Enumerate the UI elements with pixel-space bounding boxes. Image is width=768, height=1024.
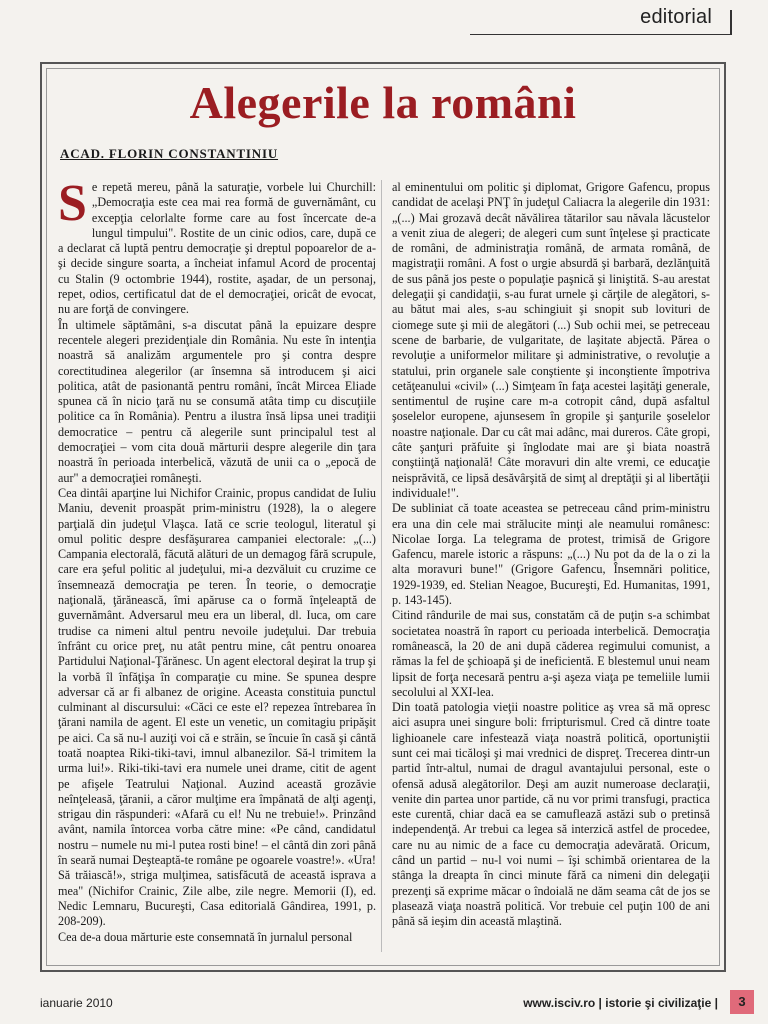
section-rule bbox=[470, 34, 732, 35]
footer-date: ianuarie 2010 bbox=[40, 996, 113, 1010]
paragraph: De subliniat că toate aceastea se petreceau când prim-ministru era una din cele mai strălucite minţi ale neamului românesc: Nicolae Iorga. La telegrama de protest, trimisă de Grigore Gafencu, marele istoric a răspuns: „(...) Nu pot da de la o zi la alta moravuri bune!" (Grigore Gafencu, Însemnări politice, 1929-1939, ed. Stelian Neagoe, Bucureşti, Ed. Humanitas, 1991, p. 143-145). bbox=[392, 501, 710, 608]
footer-site[interactable]: www.isciv.ro | istorie şi civilizaţie | bbox=[523, 996, 718, 1010]
right-column bbox=[392, 180, 710, 930]
paragraph: Cea de-a doua mărturie este consemnată în jurnalul personal bbox=[58, 929, 353, 944]
paragraph: Citind rândurile de mai sus, constatăm că de puţin s-a schimbat societatea noastră în raport cu perioada interbelică. Democraţia românească, la 20 de ani după căderea regimului comunist, a rămas la fel de şchioapă şi de ineficientă. E blestemul unui neam lipsit de forţa necesară pentru a-şi aşeza viaţa pe temeliile lumii secolului al XXI-lea. bbox=[392, 608, 710, 699]
paragraph: În ultimele săptămâni, s-a discutat până la epuizare despre recentele alegeri prezidenţiale din România. Nu este în intenţia noastră să analizăm argumentele pro şi contra despre corectitudinea alegerilor (ar însemna să introducem şi aici politica, atât de pasionantă pentru români, încât Mircea Eliade spunea că în nicio ţară nu se consumă atâta timp cu discuţiile politice ca în România). Pentru a ilustra însă lipsa unei tradiţii democratice – pentru că alegerile sunt principalul test al democraţiei – vom cita două mărturii despre alegerile din ţara noastră în perioada interbelică, văzută de unii ca o „epocă de aur" a democraţiei româneşti. bbox=[58, 317, 376, 485]
dropcap: S bbox=[58, 175, 87, 232]
section-label: editorial bbox=[640, 6, 712, 28]
paragraph: al eminentului om politic şi diplomat, Grigore Gafencu, propus candidat de acelaşi PNŢ în judeţul Caliacra la alegerile din 1931: „(...) Mai grozavă decât năvălirea tătarilor sau năvala lăcustelor a venit ziua de alegeri; de alegeri cum sunt înţelese şi practicate de români, de administraţia română, de armata română, de magistraţii români. A fost o urgie absurdă şi barbară, dezlănţuită de sus până jos peste o populaţie paşnică şi liniştită. S-au arestat delegaţii şi candidaţii, s-au furat urnele şi cărţile de alegători, s-au bătut mai ales, s-au schingiuit şi snopit sub lovituri de ciomege sute şi mii de alegători (...) Sub ochii mei, se petreceau scene de barbarie, de vulgaritate, de laşitate abjectă. Părea o revoluţie a uniformelor militare şi administrative, o revoluţie a statului, prin organele sale conştiente şi inconştiente împotriva cetăţeanului «civil» (...) Simţeam în faţa acestei laşităţi generale, sentimentul de ruşine care m-a cotropit când, după asfaltul şoselelor europene, ajunsesem în gropile şi şanţurile şoselelor noastre naţionale. Dar cu cât mai adânc, mai dureros. Câte gropi, câte şanţuri prăfuite şi înglodate mai are şi biata noastră conştiinţă naţională! Câte moravuri din alte vremi, ce educaţie neisprăvită, ce lipsă desăvârşită de simţ al dreptăţii şi al libertăţii individuale!". bbox=[392, 180, 710, 500]
paragraph: Cea dintâi aparţine lui Nichifor Crainic, propus candidat de Iuliu Maniu, devenit proaspăt prim-ministru (1928), la o alegere parţială din judeţul Vlaşca. Iată ce scrie teologul, literatul şi omul politic despre desfăşurarea campaniei electorale: „(...) Campania electorală, făcută alături de un demagog fără scrupule, care era şeful politic al judeţului, mi-a dezvăluit cu cruzime ce însemnează democraţia pe teren. În teorie, o democraţie naţională, ţărănească, îmi apăruse ca o formă înţeleaptă de guvernământ. Adversarul meu era un liberal, dl. Iuca, om care trudise ca nimeni altul pentru nevoile judeţului. Dar trebuia înfrânt cu orice preţ, nu atât pentru mine, cât pentru onoarea Partidului Naţional-Ţărănesc. Un agent electoral deşirat la trup şi la vorbă îl înfăţişa în comparaţie cu mine. Se spunea despre adversar că ar fi albanez de origine. Aceasta constituia punctul culminant al discursului: «Căci ce este el? repezea întrebarea în ţărani namila de agent. El este un venetic, un comitagiu pripăşit pe aici. Ca să nu-l auziţi voi că e străin, se încuie în casă şi cântă toată noaptea Riki-tiki-tavi, imnul albanezilor. Să-l trimitem la urma lui!». Riki-tiki-tavi era numele unei drame, citit de agent pe afişele Teatrului Naţional. Auzind această grozăvie neînţeleasă, ţăranii, a căror mulţime era împânată de alţi agenţi, strigau din răspunderi: «Afară cu el! Nu ne trebuie!». Prinzând avânt, namila întorcea vorba către mine: «Pe când, candidatul nostru – numele nu mi-l putea rosti bine! – el cântă din zori până în seară numai Deşteaptă-te române pe ogoarele voastre!». «Ura! Să trăiască!», striga mulţimea, satisfăcută de această isprava a mea" (Nichifor Crainic, Zile albe, zile negre. Memorii (I), ed. Nedic Lemnaru, Bucureşti, Casa editorială Gândirea, 1991, p. 208-209). bbox=[58, 485, 376, 929]
column-divider bbox=[381, 180, 382, 952]
page-number: 3 bbox=[730, 990, 754, 1014]
paragraph bbox=[58, 175, 376, 318]
section-bar bbox=[730, 10, 732, 34]
left-column bbox=[58, 175, 376, 945]
article-title: Alegerile la români bbox=[189, 77, 577, 128]
article-frame bbox=[40, 62, 726, 972]
paragraph: Din toată patologia vieţii noastre politice aş vrea să mă opresc aici asupra unei singure boli: frripturismul. Cred că dintre toate lighioanele care infestează viaţa noastră politică, oportuniştii sunt cei mai ticăloşi şi mai vrednici de dispreţ. Trecerea dintr-un partid într-altul, numai de dragul avantajului personal, este o ofensă adusă alegătorilor. Deşi am auzit numeroase declaraţii, venite din partea unor partide, că nu vor primi transfugi, practica este curentă, chiar dacă ea se camuflează astăzi sub o pretinsă independenţă. Ar trebui ca legea să interzică astfel de procedee, care nu au nimic de a face cu democraţia adevărată. Oricum, când un partid – nu-l voi numi – îşi schimbă orientarea de la stânga la dreapta în cinci minute fără ca nimeni din delegaţii prezenţi să exprime măcar o îndoială ne dăm seama cât de jos se plasează viaţa noastră politică. Vor trebuie cel puţin 100 de ani până să ieşim din această mlaştină. bbox=[392, 700, 710, 929]
article-author: ACAD. FLORIN CONSTANTINIU bbox=[60, 146, 279, 161]
paragraph-text: e repetă mereu, până la saturaţie, vorbele lui Churchill: „Democraţia este cea mai rea formă de guvernământ, cu excepţia celorlalte forme care au fost încercate de-a lungul timpului". Rostite de un cinic odios, care, după ce a declarat că luptă pentru democraţie şi dreptul popoarelor de a-şi decide singure soarta, a încheiat infamul Acord de procentaj cu Stalin (9 octombrie 1944), rostite, aşadar, de un personaj, repet, odios, certificatul dat de el democraţiei, oricât de evocat, nu are forţă de convingere. bbox=[58, 180, 376, 317]
